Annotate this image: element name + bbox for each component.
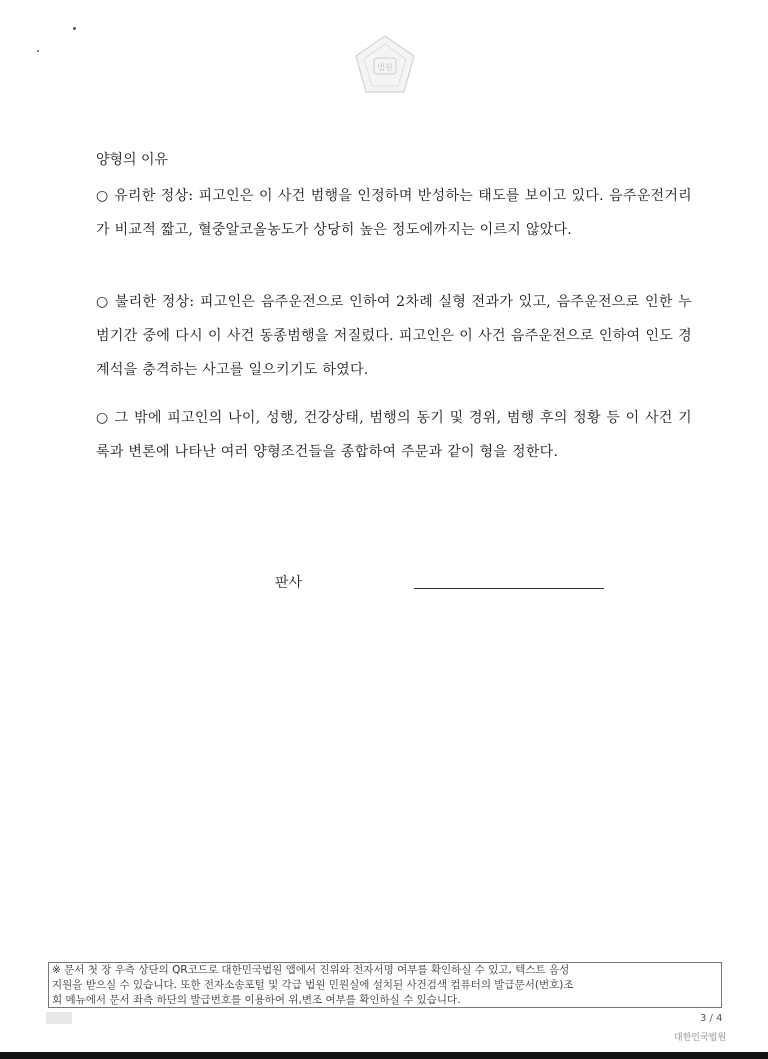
section-heading: 양형의 이유: [96, 152, 169, 168]
seal-text: 법원: [377, 63, 393, 72]
paragraph-aggravating: ○ 불리한 정상: 피고인은 음주운전으로 인하여 2차례 실형 전과가 있고, 음주운전으로 인한 누범기간 중에 다시 이 사건 동종범행을 저질렀다. 피고인은 이 사건 음주운전으로 인하여 인도 경계석을 충격하는 사고를 일으키기도 하였다.: [96, 294, 692, 378]
scan-speck: [73, 27, 76, 30]
notice-line: 회 메뉴에서 문서 좌측 하단의 발급번호를 이용하여 위,변조 여부를 확인하실 수 있습니다.: [52, 994, 461, 1006]
page-number: 3 / 4: [700, 1013, 723, 1024]
paragraph-other-factors: ○ 그 밖에 피고인의 나이, 성행, 건강상태, 범행의 동기 및 경위, 범행 후의 정황 등 이 사건 기록과 변론에 나타난 여러 양형조건들을 종합하여 주문과 같이 형을 정한다.: [96, 410, 692, 460]
verification-notice-box: [48, 962, 722, 1008]
scan-speck: [37, 50, 39, 52]
paragraph-mitigating: ○ 유리한 정상: 피고인은 이 사건 범행을 인정하며 반성하는 태도를 보이고 있다. 음주운전거리가 비교적 짧고, 혈중알코올농도가 상당히 높은 정도에까지는 이르지 않았다.: [96, 188, 692, 238]
court-watermark: 대한민국법원: [674, 1033, 727, 1043]
notice-line: 지원을 받으실 수 있습니다. 또한 전자소송포털 및 각급 법원 민원실에 설치된 사건검색 컴퓨터의 발급문서(번호)조: [52, 979, 574, 991]
scan-bottom-edge: [0, 1052, 768, 1059]
signature-line: [414, 588, 604, 589]
notice-line: ※ 문서 첫 장 우측 상단의 QR코드로 대한민국법원 앱에서 진위와 전자서명 여부를 확인하실 수 있고, 텍스트 음성: [52, 964, 570, 976]
judge-label: 판사: [275, 575, 303, 591]
faint-mark: [46, 1012, 72, 1024]
court-seal-emblem-icon: [350, 32, 420, 102]
